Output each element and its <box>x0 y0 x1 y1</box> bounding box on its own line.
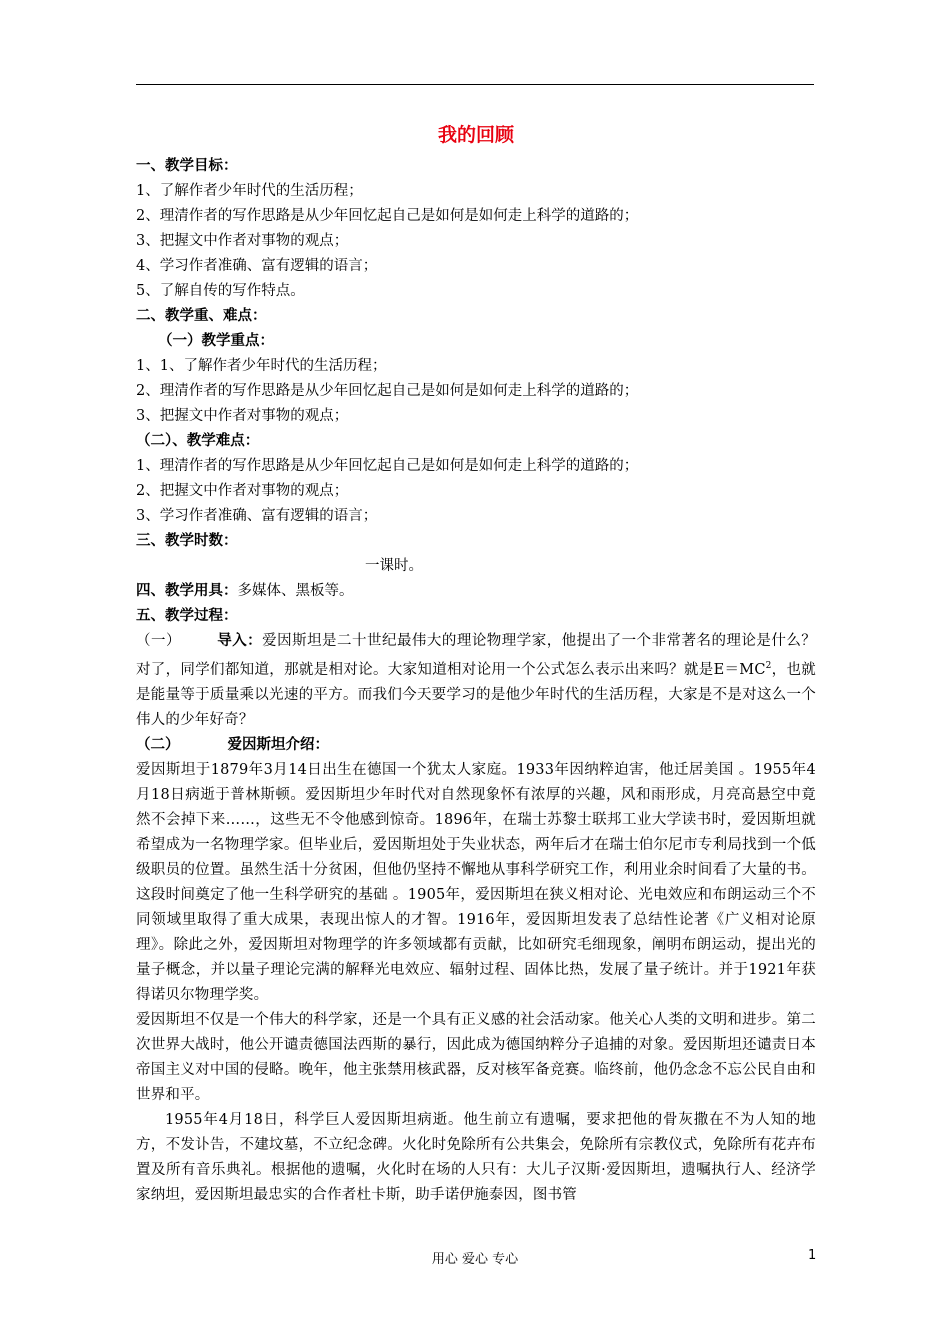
intro-superscript: 2 <box>765 661 772 671</box>
document-body <box>136 118 816 1208</box>
section-heading-hours: 三、教学时数： <box>136 533 238 549</box>
difficulty-item: 3、学习作者准确、富有逻辑的语言； <box>136 508 378 524</box>
difficulty-item: 2、把握文中作者对事物的观点； <box>136 483 349 499</box>
header-rule <box>136 84 814 85</box>
intro-text-a: 爱因斯坦是二十世纪最伟大的理论物理学家，他提出了一个非常著名的理论是什么？对了，同学们都知道，那就是相对论。大家知道相对论用一个公式怎么表示出来吗？就是E＝MC <box>136 633 816 678</box>
bio-paragraph-1: 爱因斯坦于1879年3月14日出生在德国一个犹太人家庭。1933年因纳粹迫害，他迁居美国 。1955年4月18日病逝于普林斯顿。爱因斯坦少年时代对自然现象怀有浓厚的兴趣，风和雨形成，月亮高悬空中竟然不会掉下来……，这些无不令他感到惊奇。1896年，在瑞士苏黎士联邦工业大学读书时，爱因斯坦就希望成为一名物理学家。但毕业后，爱因斯坦处于失业状态，两年后才在瑞士伯尔尼市专利局找到一个低级职员的位置。虽然生活十分贫困，但他仍坚持不懈地从事科学研究工作，利用业余时间看了大量的书。这段时间奠定了他一生科学研究的基础 。1905年，爱因斯坦在狭义相对论、光电效应和布朗运动三个不同领域里取得了重大成果，表现出惊人的才智。1916年，爱因斯坦发表了总结性论著《广义相对论原理》。除此之外，爱因斯坦对物理学的许多领域都有贡献，比如研究毛细现象，阐明布朗运动，提出光的量子概念，并以量子理论完满的解释光电效应、辐射过程、固体比热，发展了量子统计。并于1921年获得诺贝尔物理学奖。 <box>136 761 816 1003</box>
bio-paragraph-2: 爱因斯坦不仅是一个伟大的科学家，还是一个具有正义感的社会活动家。他关心人类的文明和进步。第二次世界大战时，他公开谴责德国法西斯的暴行，因此成为德国纳粹分子追捕的对象。爱因斯坦还谴责日本帝国主义对中国的侵略。晚年，他主张禁用核武器，反对核军备竞赛。临终前，他仍念念不忘公民自由和世界和平。 <box>136 1011 816 1103</box>
page-number: 1 <box>808 1248 817 1263</box>
section-heading-process: 五、教学过程： <box>136 608 238 624</box>
section-heading-tools: 四、教学用具： <box>136 583 238 599</box>
objective-item: 1、了解作者少年时代的生活历程； <box>136 183 363 199</box>
difficulty-item: 1、理清作者的写作思路是从少年回忆起自己是如何是如何走上科学的道路的； <box>136 458 639 474</box>
intro-number: （一） <box>136 633 181 649</box>
bio-heading <box>136 733 816 758</box>
objective-item: 2、理清作者的写作思路是从少年回忆起自己是如何是如何走上科学的道路的； <box>136 208 639 224</box>
objective-item: 5、了解自传的写作特点。 <box>136 283 305 299</box>
objective-item: 3、把握文中作者对事物的观点； <box>136 233 349 249</box>
key-point-item: 3、把握文中作者对事物的观点； <box>136 408 349 424</box>
subheading-difficulties: （二）、教学难点： <box>136 433 260 449</box>
section-heading-objectives: 一、教学目标： <box>136 158 238 174</box>
tools-value: 多媒体、黑板等。 <box>237 583 354 599</box>
teaching-hours: 一课时。 <box>365 558 423 574</box>
footer-text: 用心 爱心 专心 <box>431 1252 519 1267</box>
subheading-key-points: （一）教学重点： <box>158 333 274 349</box>
section-tools <box>136 579 816 604</box>
intro-text-b: ，也就是能量等于质量乘以光速的平方。而我们今天要学习的是他少年时代的生活历程，大家是不是对这么一个伟人的少年好奇？ <box>136 661 816 728</box>
key-point-item: 1、1、了解作者少年时代的生活历程； <box>136 358 387 374</box>
intro-paragraph <box>136 629 816 733</box>
bio-number: （二） <box>136 736 180 753</box>
section-heading-key-points: 二、教学重、难点： <box>136 308 267 324</box>
key-point-item: 2、理清作者的写作思路是从少年回忆起自己是如何是如何走上科学的道路的； <box>136 383 639 399</box>
bio-paragraph-3: 1955年4月18日，科学巨人爱因斯坦病逝。他生前立有遗嘱，要求把他的骨灰撒在不为人知的地方，不发讣告，不建坟墓，不立纪念碑。火化时免除所有公共集会，免除所有宗教仪式，免除所有花卉布置及所有音乐典礼。根据他的遗嘱，火化时在场的人只有：大儿子汉斯·爱因斯坦，遗嘱执行人、经济学家纳坦，爱因斯坦最忠实的合作者杜卡斯，助手诺伊施泰因，图书管 <box>136 1111 816 1203</box>
document-title: 我的回顾 <box>437 124 514 146</box>
objective-item: 4、学习作者准确、富有逻辑的语言； <box>136 258 378 274</box>
intro-label: 导入： <box>216 633 263 649</box>
bio-label: 爱因斯坦介绍： <box>227 736 329 753</box>
